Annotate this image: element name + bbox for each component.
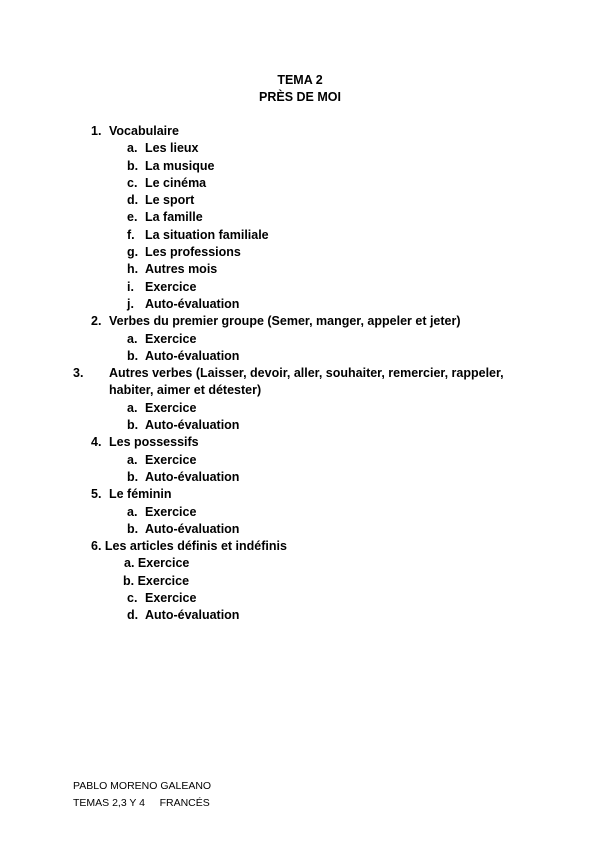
- item-letter: a.: [127, 400, 138, 415]
- item-letter: j.: [127, 296, 134, 311]
- list-item: [91, 140, 551, 157]
- item-letter: b.: [127, 418, 139, 433]
- list-item: [91, 192, 551, 209]
- list-item: [91, 279, 551, 296]
- item-letter: a.: [124, 556, 135, 571]
- item-letter: a.: [127, 141, 138, 156]
- item-letter: c.: [127, 591, 138, 606]
- list-item: [91, 348, 551, 365]
- list-item: [91, 331, 551, 348]
- list-item: [91, 175, 551, 192]
- section-title: Verbes du premier groupe (Semer, manger, appeler et jeter): [109, 314, 461, 329]
- item-text: La famille: [145, 210, 203, 225]
- footer-author: PABLO MORENO GALEANO: [73, 780, 212, 792]
- item-text: Auto-évaluation: [145, 296, 240, 311]
- footer-topics: TEMAS 2,3 Y 4 FRANCÉS: [73, 797, 210, 809]
- list-item: [91, 400, 551, 417]
- section-number: 5.: [91, 487, 102, 502]
- item-letter: b.: [127, 469, 139, 484]
- item-text: Exercice: [145, 504, 197, 519]
- item-text: Autres mois: [145, 262, 218, 277]
- item-letter: a.: [127, 504, 138, 519]
- table-of-contents: [73, 123, 551, 625]
- item-letter: g.: [127, 245, 139, 260]
- item-text: Exercice: [145, 400, 197, 415]
- section-4-heading: [91, 434, 551, 451]
- section-1-heading: [91, 123, 551, 140]
- section-number: 4.: [91, 435, 102, 450]
- list-item: [91, 452, 551, 469]
- item-letter: h.: [127, 262, 139, 277]
- section-title: Les articles définis et indéfinis: [104, 539, 287, 554]
- list-item: [91, 521, 551, 538]
- section-title: Autres verbes (Laisser, devoir, aller, souhaiter, remercier, rappeler, habiter, aimer et détester): [109, 366, 504, 398]
- item-letter: i.: [127, 279, 134, 294]
- section-title: Les possessifs: [109, 435, 199, 450]
- item-text: Auto-évaluation: [145, 348, 240, 363]
- item-text: Auto-évaluation: [145, 608, 240, 623]
- section-number: 6.: [91, 539, 102, 554]
- item-text: Exercice: [145, 331, 197, 346]
- section-title: Vocabulaire: [109, 124, 179, 138]
- list-item: [91, 296, 551, 313]
- item-letter: e.: [127, 210, 138, 225]
- item-letter: f.: [127, 227, 135, 242]
- item-text: Les lieux: [145, 141, 199, 156]
- item-text: Le cinéma: [145, 175, 207, 190]
- list-item: [91, 244, 551, 261]
- item-letter: c.: [127, 175, 138, 190]
- item-text: Auto-évaluation: [145, 418, 240, 433]
- page-subtitle: PRÈS DE MOI: [259, 90, 341, 104]
- list-item: [91, 555, 551, 572]
- list-item: [91, 158, 551, 175]
- list-item: [91, 261, 551, 278]
- list-item: [91, 469, 551, 486]
- section-6-heading: [91, 538, 551, 555]
- item-text: Auto-évaluation: [145, 469, 240, 484]
- item-text: Le sport: [145, 193, 195, 208]
- item-text: La situation familiale: [145, 227, 269, 242]
- list-item: [91, 417, 551, 434]
- section-number: 3.: [73, 366, 84, 381]
- item-letter: d.: [127, 608, 139, 623]
- section-5-heading: [91, 486, 551, 503]
- section-2-heading: [91, 313, 551, 330]
- section-title: Le féminin: [109, 487, 172, 502]
- list-item: [91, 227, 551, 244]
- item-letter: b.: [127, 158, 139, 173]
- page-title: TEMA 2: [277, 73, 323, 87]
- list-item: [91, 209, 551, 226]
- section-number: 1.: [91, 124, 102, 138]
- list-item: [91, 590, 551, 607]
- item-text: Exercice: [137, 573, 190, 588]
- section-3-heading: [73, 365, 551, 400]
- item-text: Les professions: [145, 245, 241, 260]
- item-letter: d.: [127, 193, 139, 208]
- item-letter: b.: [123, 573, 135, 588]
- item-text: Exercice: [145, 591, 197, 606]
- item-text: Auto-évaluation: [145, 521, 240, 536]
- item-letter: b.: [127, 521, 139, 536]
- item-text: La musique: [145, 158, 215, 173]
- item-text: Exercice: [145, 452, 197, 467]
- item-text: Exercice: [137, 556, 190, 571]
- item-letter: b.: [127, 348, 139, 363]
- item-letter: a.: [127, 452, 138, 467]
- item-text: Exercice: [145, 279, 197, 294]
- list-item: [91, 573, 551, 590]
- section-number: 2.: [91, 314, 102, 329]
- list-item: [91, 504, 551, 521]
- list-item: [91, 607, 551, 624]
- item-letter: a.: [127, 331, 138, 346]
